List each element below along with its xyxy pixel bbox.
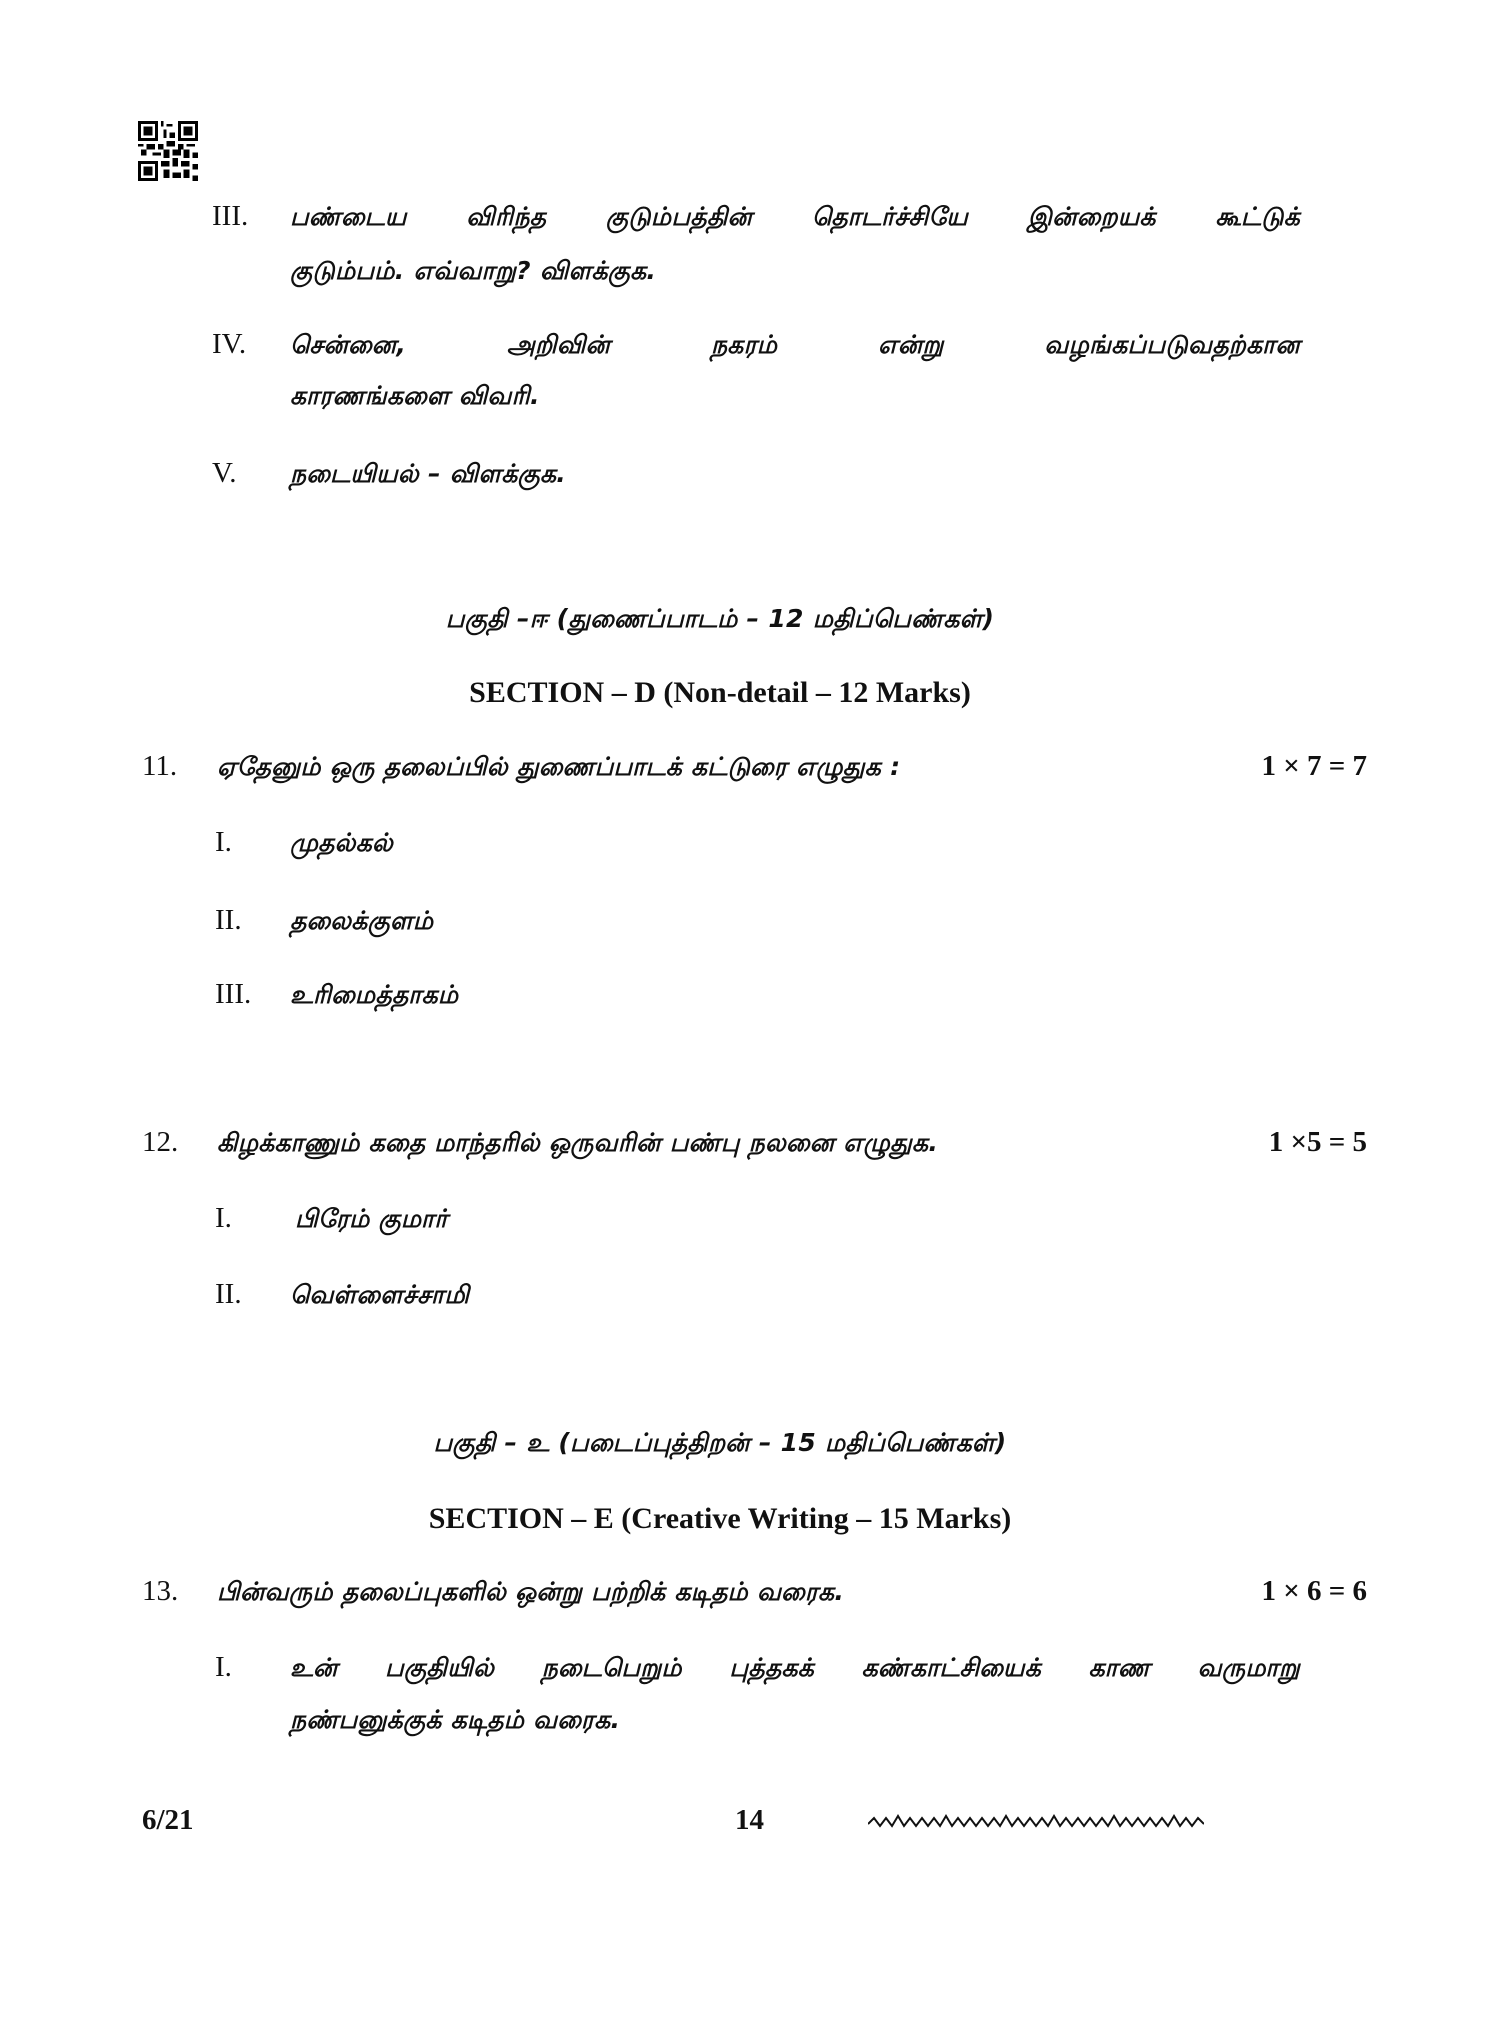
question-text: ஏதேனும் ஒரு தலைப்பில் துணைப்பாடக் கட்டுரை எழுதுக :: [217, 752, 901, 781]
option-numeral: II.: [215, 904, 242, 936]
item-numeral: IV.: [212, 328, 247, 360]
qr-code-icon: [138, 121, 198, 181]
item-text: பண்டைய விரிந்த குடும்பத்தின் தொடர்ச்சியே இன்றையக் கூட்டுக்: [290, 202, 1300, 231]
option-text: முதல்கல்: [290, 828, 394, 857]
option-text: உரிமைத்தாகம்: [290, 980, 459, 1009]
option-text: நண்பனுக்குக் கடிதம் வரைக.: [290, 1705, 621, 1734]
section-d-tamil-heading: பகுதி –ஈ (துணைப்பாடம் – 12 மதிப்பெண்கள்): [445, 604, 995, 633]
option-text: தலைக்குளம்: [290, 906, 434, 935]
item-text: சென்னை, அறிவின் நகரம் என்று வழங்கப்படுவதற்கான: [290, 330, 1300, 359]
question-number: 13.: [142, 1575, 179, 1607]
section-e-heading: SECTION – E (Creative Writing – 15 Marks): [428, 1502, 1012, 1535]
item-text: குடும்பம். எவ்வாறு? விளக்குக.: [290, 256, 657, 285]
question-number: 12.: [142, 1126, 179, 1158]
section-e-tamil-heading: பகுதி – உ (படைப்புத்திறன் – 15 மதிப்பெண்கள்): [433, 1428, 1007, 1457]
question-marks: 1 × 7 = 7: [1261, 750, 1367, 782]
option-text: வெள்ளைச்சாமி: [290, 1280, 470, 1309]
question-text: கிழக்காணும் கதை மாந்தரில் ஒருவரின் பண்பு நலனை எழுதுக.: [217, 1128, 939, 1157]
option-text: உன் பகுதியில் நடைபெறும் புத்தகக் கண்காட்சியைக் காண வருமாறு: [290, 1653, 1300, 1682]
option-text: பிரேம் குமார்: [295, 1204, 448, 1233]
question-number: 11.: [142, 750, 178, 782]
footer-code: 6/21: [142, 1804, 194, 1836]
wavy-line-icon: [868, 1812, 1204, 1832]
option-numeral: II.: [215, 1278, 242, 1310]
option-numeral: I.: [215, 1651, 232, 1683]
option-numeral: III.: [215, 978, 252, 1010]
option-numeral: I.: [215, 826, 232, 858]
page-number: 14: [735, 1804, 764, 1836]
section-d-heading: SECTION – D (Non-detail – 12 Marks): [469, 676, 971, 709]
question-text: பின்வரும் தலைப்புகளில் ஒன்று பற்றிக் கடிதம் வரைக.: [217, 1577, 845, 1606]
item-numeral: III.: [212, 200, 249, 232]
option-numeral: I.: [215, 1202, 232, 1234]
item-text: காரணங்களை விவரி.: [290, 381, 540, 410]
item-numeral: V.: [212, 457, 237, 489]
question-marks: 1 × 6 = 6: [1261, 1575, 1367, 1607]
question-marks: 1 ×5 = 5: [1268, 1126, 1367, 1158]
item-text: நடையியல் – விளக்குக.: [290, 459, 567, 488]
